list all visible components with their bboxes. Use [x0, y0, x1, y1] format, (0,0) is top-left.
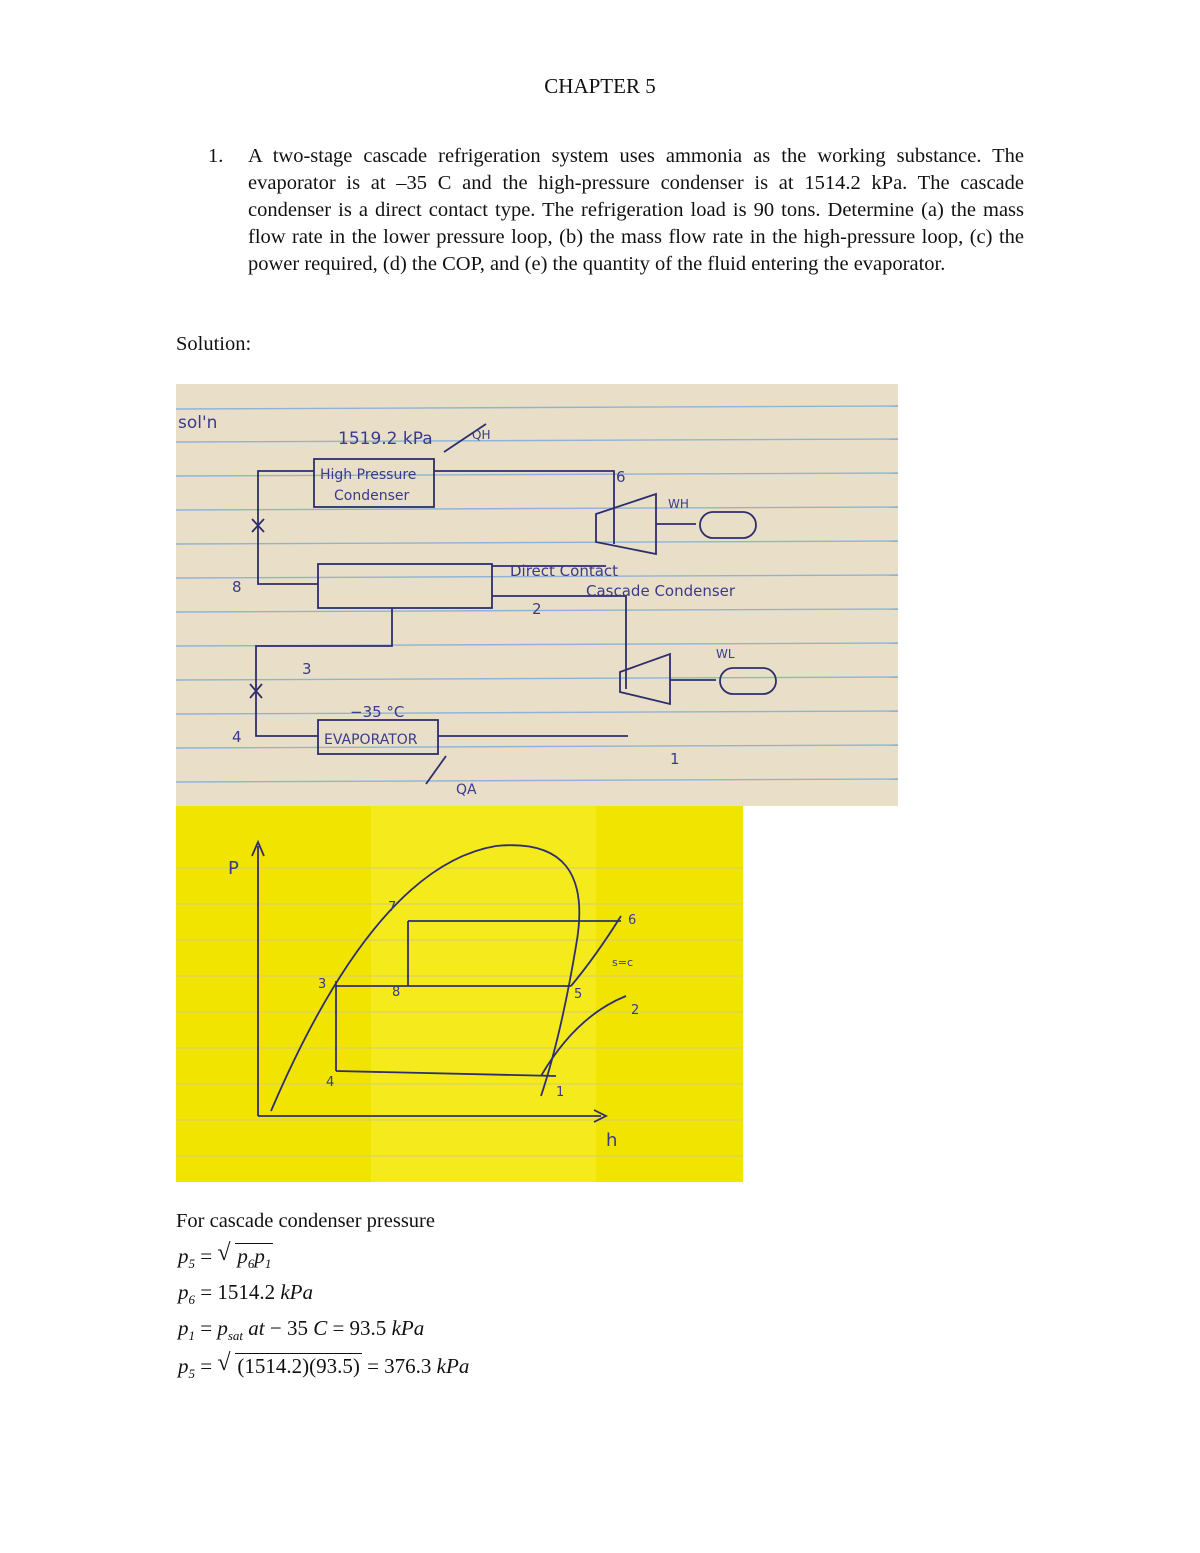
eq4-sub: 5	[188, 1366, 195, 1381]
eq1-p6: p	[237, 1244, 248, 1268]
problem-statement	[208, 143, 1024, 278]
pressure-note: 1519.2 kPa	[338, 429, 433, 449]
eq3-val: = 93.5	[332, 1316, 387, 1340]
eq4-unit: kPa	[436, 1354, 470, 1378]
qa-note: QA	[456, 782, 477, 798]
eq3-at: at	[248, 1316, 265, 1340]
ph-point-8: 8	[392, 985, 401, 1000]
ph-point-1: 1	[556, 1085, 565, 1100]
ph-diagram-drawing	[176, 806, 743, 1182]
eq4-equals: =	[200, 1354, 213, 1378]
point-label-8: 8	[232, 578, 242, 596]
chapter-title: CHAPTER 5	[544, 74, 656, 98]
eq2-rhs: = 1514.2	[200, 1280, 276, 1304]
point-label-2: 2	[532, 600, 542, 618]
eq1-p1: p	[254, 1244, 265, 1268]
ph-point-4: 4	[326, 1075, 335, 1090]
eq1-p5: p	[178, 1244, 189, 1268]
eq-p1-value	[178, 1316, 424, 1344]
problem-number: 1.	[208, 145, 224, 167]
evap-temp: −35 °C	[350, 703, 405, 721]
sol-note: sol'n	[178, 413, 218, 433]
calc-lead: For cascade condenser pressure	[176, 1210, 435, 1232]
solution-label: Solution:	[176, 333, 252, 355]
eq4-radicand: (1514.2)(93.5)	[237, 1354, 360, 1378]
schematic-drawing	[176, 384, 898, 806]
cascade-note: Cascade Condenser	[586, 582, 736, 600]
eq2-unit: kPa	[280, 1280, 313, 1304]
cascade-schematic-figure	[176, 384, 898, 806]
eq3-sub: 1	[188, 1328, 195, 1343]
eq3-sat: sat	[227, 1328, 244, 1343]
ph-point-6: 6	[628, 913, 637, 928]
s-const-note: s=c	[612, 956, 633, 969]
eq1-equals: =	[200, 1244, 213, 1268]
eq4-sqrt	[217, 1354, 361, 1379]
axis-p-label: P	[228, 858, 239, 879]
point-label-4: 4	[232, 728, 242, 746]
ph-diagram-figure	[176, 806, 743, 1182]
wh-note: WH	[668, 497, 689, 511]
direct-contact-note: Direct Contact	[510, 562, 619, 580]
qh-note: QH	[472, 428, 491, 442]
point-label-3: 3	[302, 660, 312, 678]
ph-point-5: 5	[574, 987, 583, 1002]
eq1-s5: 5	[188, 1256, 195, 1271]
eq3-unit-c: C	[313, 1316, 328, 1340]
point-label-6: 6	[616, 468, 626, 486]
eq-p5-result	[178, 1354, 469, 1382]
ph-point-2: 2	[631, 1003, 640, 1018]
point-label-1: 1	[670, 750, 680, 768]
eq2-sub: 6	[188, 1292, 195, 1307]
eq-p5-sqrt	[178, 1244, 273, 1272]
eq1-sqrt	[217, 1244, 273, 1272]
eq2-lhs: p	[178, 1280, 189, 1304]
eq4-val: = 376.3	[367, 1354, 432, 1378]
condenser-label-1: High Pressure	[320, 467, 417, 483]
ph-point-3: 3	[318, 977, 327, 992]
evaporator-label: EVAPORATOR	[324, 732, 418, 748]
eq3-lhs: p	[178, 1316, 189, 1340]
eq4-lhs: p	[178, 1354, 189, 1378]
axis-h-label: h	[606, 1130, 618, 1151]
eq1-s1: 1	[264, 1256, 272, 1271]
eq3-equals: =	[200, 1316, 213, 1340]
wl-note: WL	[716, 647, 735, 661]
eq1-s6: 6	[247, 1256, 255, 1271]
problem-text: A two-stage cascade refrigeration system uses ammonia as the working substance. The evaporator is at –35 C and the high-pressure condenser is at 1514.2 kPa. The cascade condenser is a direct contact type. The refrigeration load is 90 tons. Determine (a) the mass flow rate in the lower pressure loop, (b) the mass flow rate in the high-pressure loop, (c) the power required, (d) the COP, and (e) the quantity of the fluid entering the evaporator.	[248, 145, 1024, 275]
eq-p6-value	[178, 1280, 313, 1308]
ph-point-7: 7	[388, 900, 397, 915]
eq3-temp: − 35	[269, 1316, 308, 1340]
eq3-psat: p	[217, 1316, 228, 1340]
eq3-unit: kPa	[391, 1316, 425, 1340]
condenser-label-2: Condenser	[334, 488, 410, 504]
